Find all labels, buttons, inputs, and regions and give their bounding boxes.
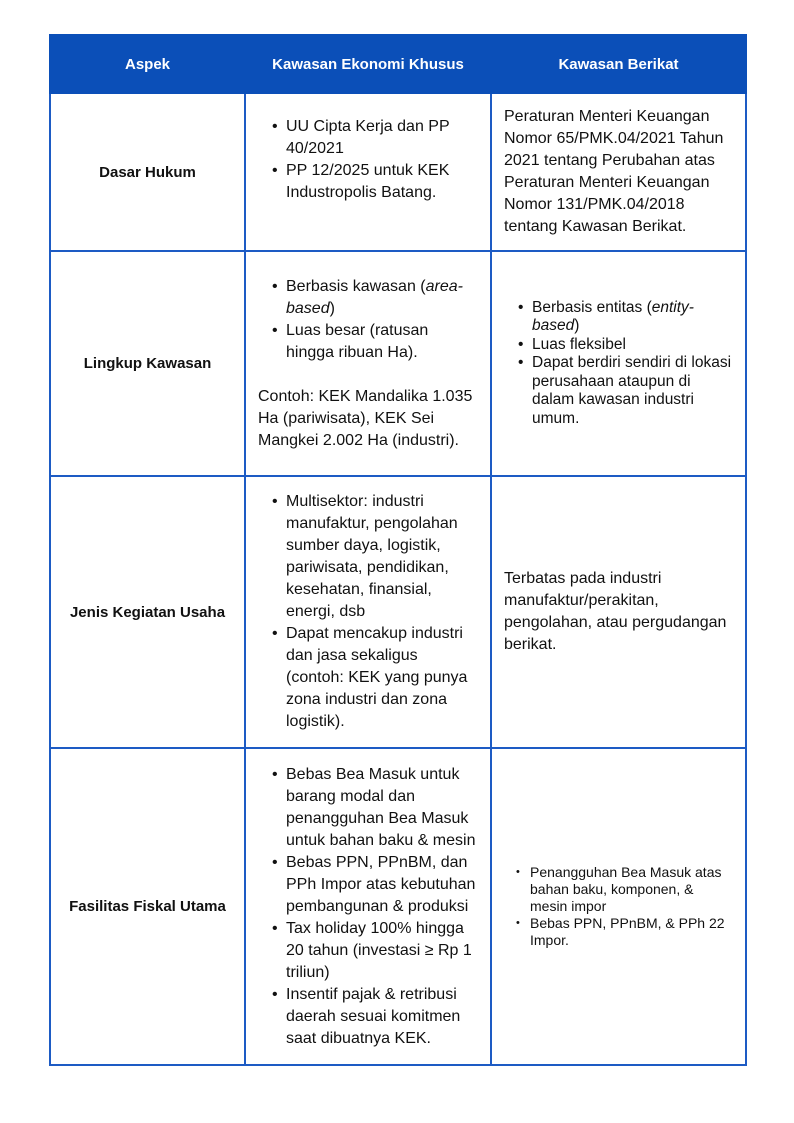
kb-text: Peraturan Menteri Keuangan Nomor 65/PMK.04/2021 Tahun 2021 tentang Perubahan atas Peraturan Menteri Keuangan Nomor 131/PMK.04/2018 tentang Kawasan Berikat. xyxy=(504,108,724,235)
list-item: • Dapat berdiri sendiri di lokasi perusahaan ataupun di dalam kawasan industri umum. xyxy=(532,354,733,428)
list-item: • UU Cipta Kerja dan PP 40/2021 xyxy=(286,116,478,160)
bullet-list xyxy=(258,276,478,364)
list-item: • Tax holiday 100% hingga 20 tahun (investasi ≥ Rp 1 triliun) xyxy=(286,918,478,984)
list-item: • Multisektor: industri manufaktur, pengolahan sumber daya, logistik, pariwisata, pendidikan, kesehatan, finansial, energi, dsb xyxy=(286,491,478,623)
aspek-cell: Fasilitas Fiskal Utama xyxy=(50,748,245,1065)
header-kawasan-berikat: Kawasan Berikat xyxy=(491,35,746,93)
aspek-cell: Dasar Hukum xyxy=(50,93,245,251)
list-item: • Penangguhan Bea Masuk atas bahan baku, komponen, & mesin impor xyxy=(530,864,731,915)
bullet-italic-text: area-based xyxy=(286,277,463,317)
example-note: Contoh: KEK Mandalika 1.035 Ha (pariwisata), KEK Sei Mangkei 2.002 Ha (industri). xyxy=(258,387,473,449)
kek-cell xyxy=(245,476,491,748)
table-row xyxy=(50,748,746,1065)
bullet-text: ) xyxy=(574,317,580,335)
aspek-cell: Jenis Kegiatan Usaha xyxy=(50,476,245,748)
list-item: • Dapat mencakup industri dan jasa sekaligus (contoh: KEK yang punya zona industri dan zona logistik). xyxy=(286,623,478,733)
list-item: • Bebas PPN, PPnBM, & PPh 22 Impor. xyxy=(530,915,731,949)
kek-cell xyxy=(245,251,491,476)
table-header-row xyxy=(50,35,746,93)
list-item: • Luas fleksibel xyxy=(532,336,733,355)
kb-text: Terbatas pada industri manufaktur/perakitan, pengolahan, atau pergudangan berikat. xyxy=(504,570,727,653)
table-row xyxy=(50,93,746,251)
bullet-italic-text: entity-based xyxy=(532,298,694,335)
list-item xyxy=(532,299,733,336)
list-item: • Bebas PPN, PPnBM, dan PPh Impor atas kebutuhan pembangunan & produksi xyxy=(286,852,478,918)
header-kek: Kawasan Ekonomi Khusus xyxy=(245,35,491,93)
list-item: • Bebas Bea Masuk untuk barang modal dan penangguhan Bea Masuk untuk bahan baku & mesin xyxy=(286,764,478,852)
bullet-text: Berbasis kawasan ( xyxy=(286,277,426,295)
header-aspek: Aspek xyxy=(50,35,245,93)
kb-cell xyxy=(491,476,746,748)
kb-cell xyxy=(491,93,746,251)
bullet-list xyxy=(504,864,731,949)
table-row xyxy=(50,251,746,476)
list-item: • Luas besar (ratusan hingga ribuan Ha). xyxy=(286,320,478,364)
kek-cell xyxy=(245,748,491,1065)
list-item: • PP 12/2025 untuk KEK Industropolis Batang. xyxy=(286,160,478,204)
list-item: • Insentif pajak & retribusi daerah sesuai komitmen saat dibuatnya KEK. xyxy=(286,984,478,1050)
bullet-list xyxy=(504,299,733,429)
bullet-text: Berbasis entitas ( xyxy=(532,298,652,316)
list-item xyxy=(286,276,478,320)
bullet-text: ) xyxy=(329,299,335,317)
bullet-list xyxy=(258,116,478,204)
aspek-cell: Lingkup Kawasan xyxy=(50,251,245,476)
kek-cell xyxy=(245,93,491,251)
table-row xyxy=(50,476,746,748)
bullet-list xyxy=(258,491,478,733)
kb-cell xyxy=(491,748,746,1065)
kb-cell xyxy=(491,251,746,476)
comparison-table xyxy=(49,34,747,1066)
bullet-list xyxy=(258,764,478,1050)
